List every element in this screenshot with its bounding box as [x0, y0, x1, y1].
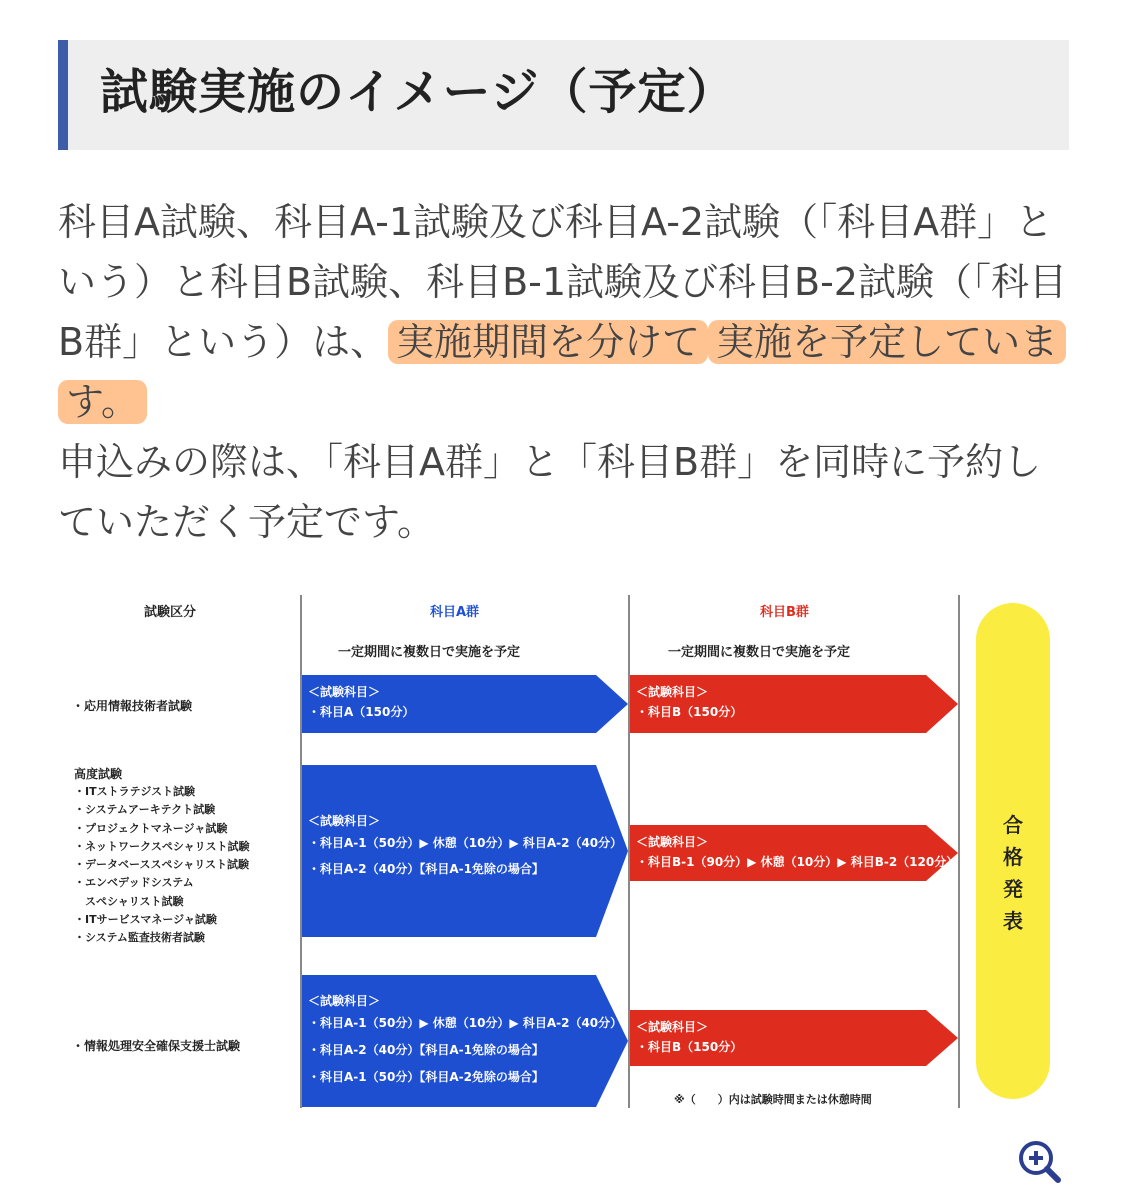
list-item: ・ネットワークスペシャリスト試験: [74, 839, 250, 853]
subject-text: ・科目B（150分）: [636, 1040, 743, 1054]
time-note: ※（ ）内は試験時間または休憩時間: [674, 1093, 872, 1106]
advanced-exams-title: 高度試験: [74, 767, 123, 781]
subject-label: ＜試験科目＞: [636, 835, 709, 849]
subject-text: ・科目B（150分）: [636, 705, 743, 719]
list-item: ・ITストラテジスト試験: [74, 785, 196, 798]
subject-text: ・科目A-1（50分）▶ 休憩（10分）▶ 科目A-2（40分）: [308, 836, 623, 850]
paragraph-1: [58, 192, 1078, 432]
list-item: ・データベーススペシャリスト試験: [74, 858, 250, 872]
highlight-text-2: 実施を予定しています。: [58, 320, 1066, 424]
subject-text: ・科目A-1（50分）【科目A-2免除の場合】: [308, 1070, 544, 1084]
subject-label: ＜試験科目＞: [636, 685, 709, 699]
subject-label: ＜試験科目＞: [308, 814, 381, 828]
subject-label: ＜試験科目＞: [636, 1020, 709, 1034]
subject-text: ・科目A-2（40分）【科目A-1免除の場合】: [308, 1043, 544, 1057]
result-announcement: [976, 603, 1050, 1099]
divider-line: [958, 595, 960, 1108]
list-item: ・エンベデッドシステム: [74, 876, 194, 890]
subject-text: ・科目A-1（50分）▶ 休憩（10分）▶ 科目A-2（40分）: [308, 1016, 623, 1030]
list-item: スペシャリスト試験: [74, 894, 184, 908]
section-heading: [58, 40, 1069, 150]
paragraph-1-text: 科目A試験、科目A-1試験及び科目A-2試験（「科目A群」という）と科目B試験、科目B-1試験及び科目B-2試験（「科目B群」という）は、: [58, 200, 1067, 364]
group-a-block-security: [302, 975, 628, 1107]
subject-text: ・科目A-2（40分）【科目A-1免除の場合】: [308, 862, 544, 876]
page-title: 試験実施のイメージ（予定）: [100, 64, 736, 120]
subject-text: ・科目B-1（90分）▶ 休憩（10分）▶ 科目B-2（120分）: [636, 855, 959, 869]
group-b-subtitle: 一定期間に複数日で実施を予定: [668, 645, 851, 660]
exam-name-security: ・情報処理安全確保支援士試験: [72, 1039, 241, 1053]
advanced-exam-list: [74, 783, 249, 948]
col-header-group-b: 科目B群: [760, 605, 809, 620]
zoom-in-icon[interactable]: [1016, 1138, 1064, 1186]
col-header-group-a: 科目A群: [430, 605, 480, 620]
subject-text: ・科目A（150分）: [308, 705, 415, 719]
group-b-block-security: [630, 1010, 958, 1066]
list-item: ・ITサービスマネージャ試験: [74, 913, 217, 927]
list-item: ・システムアーキテクト試験: [74, 803, 216, 817]
group-a-block-advanced: [302, 765, 628, 937]
exam-schedule-diagram: [60, 585, 1060, 1115]
group-b-block-applied: [630, 675, 958, 733]
list-item: ・プロジェクトマネージャ試験: [74, 821, 228, 835]
exam-name-applied: ・応用情報技術者試験: [72, 699, 193, 713]
subject-label: ＜試験科目＞: [308, 994, 381, 1008]
paragraph-2: 申込みの際は、「科目A群」と「科目B群」を同時に予約していただく予定です。: [58, 440, 1042, 544]
description-text: [58, 192, 1078, 552]
group-a-block-applied: [302, 675, 628, 733]
group-b-block-advanced: [630, 825, 958, 881]
col-header-exam: 試験区分: [144, 605, 197, 620]
subject-label: ＜試験科目＞: [308, 685, 381, 699]
result-announcement-text: 合 格 発 表: [1003, 813, 1023, 933]
highlight-text-1: 実施期間を分けて: [388, 320, 708, 364]
heading-accent-bar: [58, 40, 68, 150]
group-a-subtitle: 一定期間に複数日で実施を予定: [338, 645, 521, 660]
list-item: ・システム監査技術者試験: [74, 931, 205, 945]
